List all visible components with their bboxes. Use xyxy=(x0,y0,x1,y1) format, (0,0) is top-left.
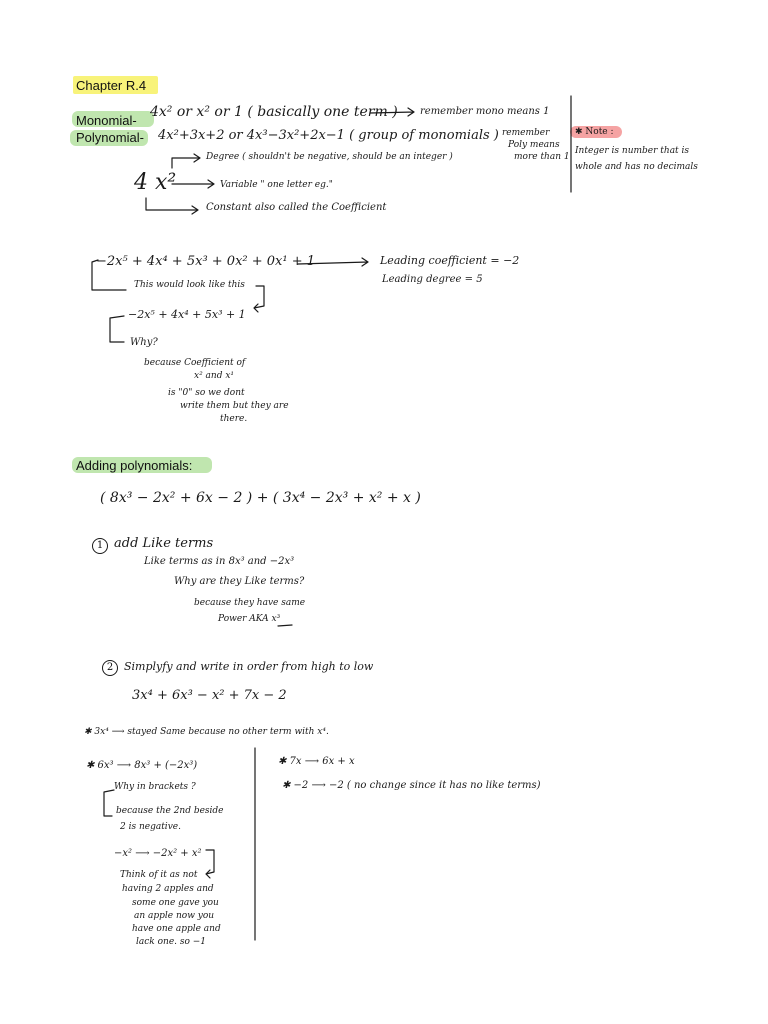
would-look-like: This would look like this xyxy=(134,280,245,290)
side-note-label: ✱ Note : xyxy=(575,127,614,137)
leading-degree: Leading degree = 5 xyxy=(382,274,483,285)
step-2-number: 2 xyxy=(102,660,118,676)
like-terms-line-2: Why are they Like terms? xyxy=(174,576,305,587)
simplified-bracket xyxy=(254,286,264,312)
apples-line-1: Think of it as not xyxy=(120,870,198,880)
why-question: Why? xyxy=(130,337,158,348)
brackets-bracket xyxy=(104,790,114,816)
monomial-heading: Monomial- xyxy=(76,113,137,128)
side-note-line-1: Integer is number that is xyxy=(575,146,690,156)
star-note-7x: ✱ 7x ⟶ 6x + x xyxy=(278,756,355,767)
star-note-minus2: ✱ −2 ⟶ −2 ( no change since it has no like terms) xyxy=(282,780,541,791)
polynomial-definition: 4x²+3x+2 or 4x³−3x²+2x−1 ( group of monomials ) xyxy=(158,128,499,143)
degree-note: Degree ( shouldn't be negative, should be an integer ) xyxy=(206,152,453,162)
term-example: 4 x² xyxy=(134,170,177,195)
like-terms-line-4: Power AKA x³ xyxy=(218,614,281,624)
apples-line-4: an apple now you xyxy=(134,911,215,921)
leading-coefficient: Leading coefficient = −2 xyxy=(380,254,520,267)
side-note-line-2: whole and has no decimals xyxy=(575,162,698,172)
chapter-title: Chapter R.4 xyxy=(76,78,147,93)
star-note-3x4: ✱ 3x⁴ ⟶ stayed Same because no other term with x⁴. xyxy=(84,727,329,737)
step-1-title: add Like terms xyxy=(114,536,214,551)
polynomial-remember-3: more than 1 xyxy=(514,152,570,162)
because-brackets-1: because the 2nd beside xyxy=(116,806,224,816)
step-1-number: 1 xyxy=(92,538,108,554)
because-line-1: because Coefficient of xyxy=(144,358,246,368)
adding-polynomials-heading: Adding polynomials: xyxy=(76,458,193,473)
step-2-title: Simplyfy and write in order from high to low xyxy=(124,660,374,673)
x3-underline xyxy=(278,625,292,626)
x2-line: −x² ⟶ −2x² + x² xyxy=(114,848,202,859)
variable-arrow xyxy=(172,180,214,188)
because-brackets-2: 2 is negative. xyxy=(120,822,181,832)
polynomial-remember-2: Poly means xyxy=(508,140,560,150)
why-brackets: Why in brackets ? xyxy=(114,782,196,792)
because-line-4: write them but they are xyxy=(180,401,289,411)
x2-bracket xyxy=(206,850,214,878)
degree-pointer xyxy=(172,154,200,168)
constant-note: Constant also called the Coefficient xyxy=(206,202,387,213)
apples-line-5: have one apple and xyxy=(132,924,221,934)
polynomial-heading: Polynomial- xyxy=(76,130,144,145)
monomial-remember: remember mono means 1 xyxy=(420,106,550,117)
variable-note: Variable " one letter eg." xyxy=(220,180,333,190)
apples-line-2: having 2 apples and xyxy=(122,884,214,894)
monomial-definition: 4x² or x² or 1 ( basically one term ) xyxy=(150,104,398,120)
because-line-3: is "0" so we dont xyxy=(168,388,245,398)
why-bracket xyxy=(110,316,124,342)
because-line-5: there. xyxy=(220,414,248,424)
like-terms-line-1: Like terms as in 8x³ and −2x³ xyxy=(144,556,295,567)
star-note-6x3: ✱ 6x³ ⟶ 8x³ + (−2x³) xyxy=(86,760,198,771)
like-terms-line-3: because they have same xyxy=(194,598,306,608)
apples-line-3: some one gave you xyxy=(132,898,219,908)
result-polynomial: 3x⁴ + 6x³ − x² + 7x − 2 xyxy=(132,688,287,703)
apples-line-6: lack one. so −1 xyxy=(136,937,207,947)
constant-pointer xyxy=(146,198,198,214)
because-line-2: x² and x¹ xyxy=(194,371,235,381)
example-polynomial: −2x⁵ + 4x⁴ + 5x³ + 0x² + 0x¹ + 1 xyxy=(96,254,316,269)
adding-expression: ( 8x³ − 2x² + 6x − 2 ) + ( 3x⁴ − 2x³ + x² + x ) xyxy=(100,490,421,506)
polynomial-remember-1: remember xyxy=(502,128,550,138)
simplified-polynomial: −2x⁵ + 4x⁴ + 5x³ + 1 xyxy=(128,308,246,321)
